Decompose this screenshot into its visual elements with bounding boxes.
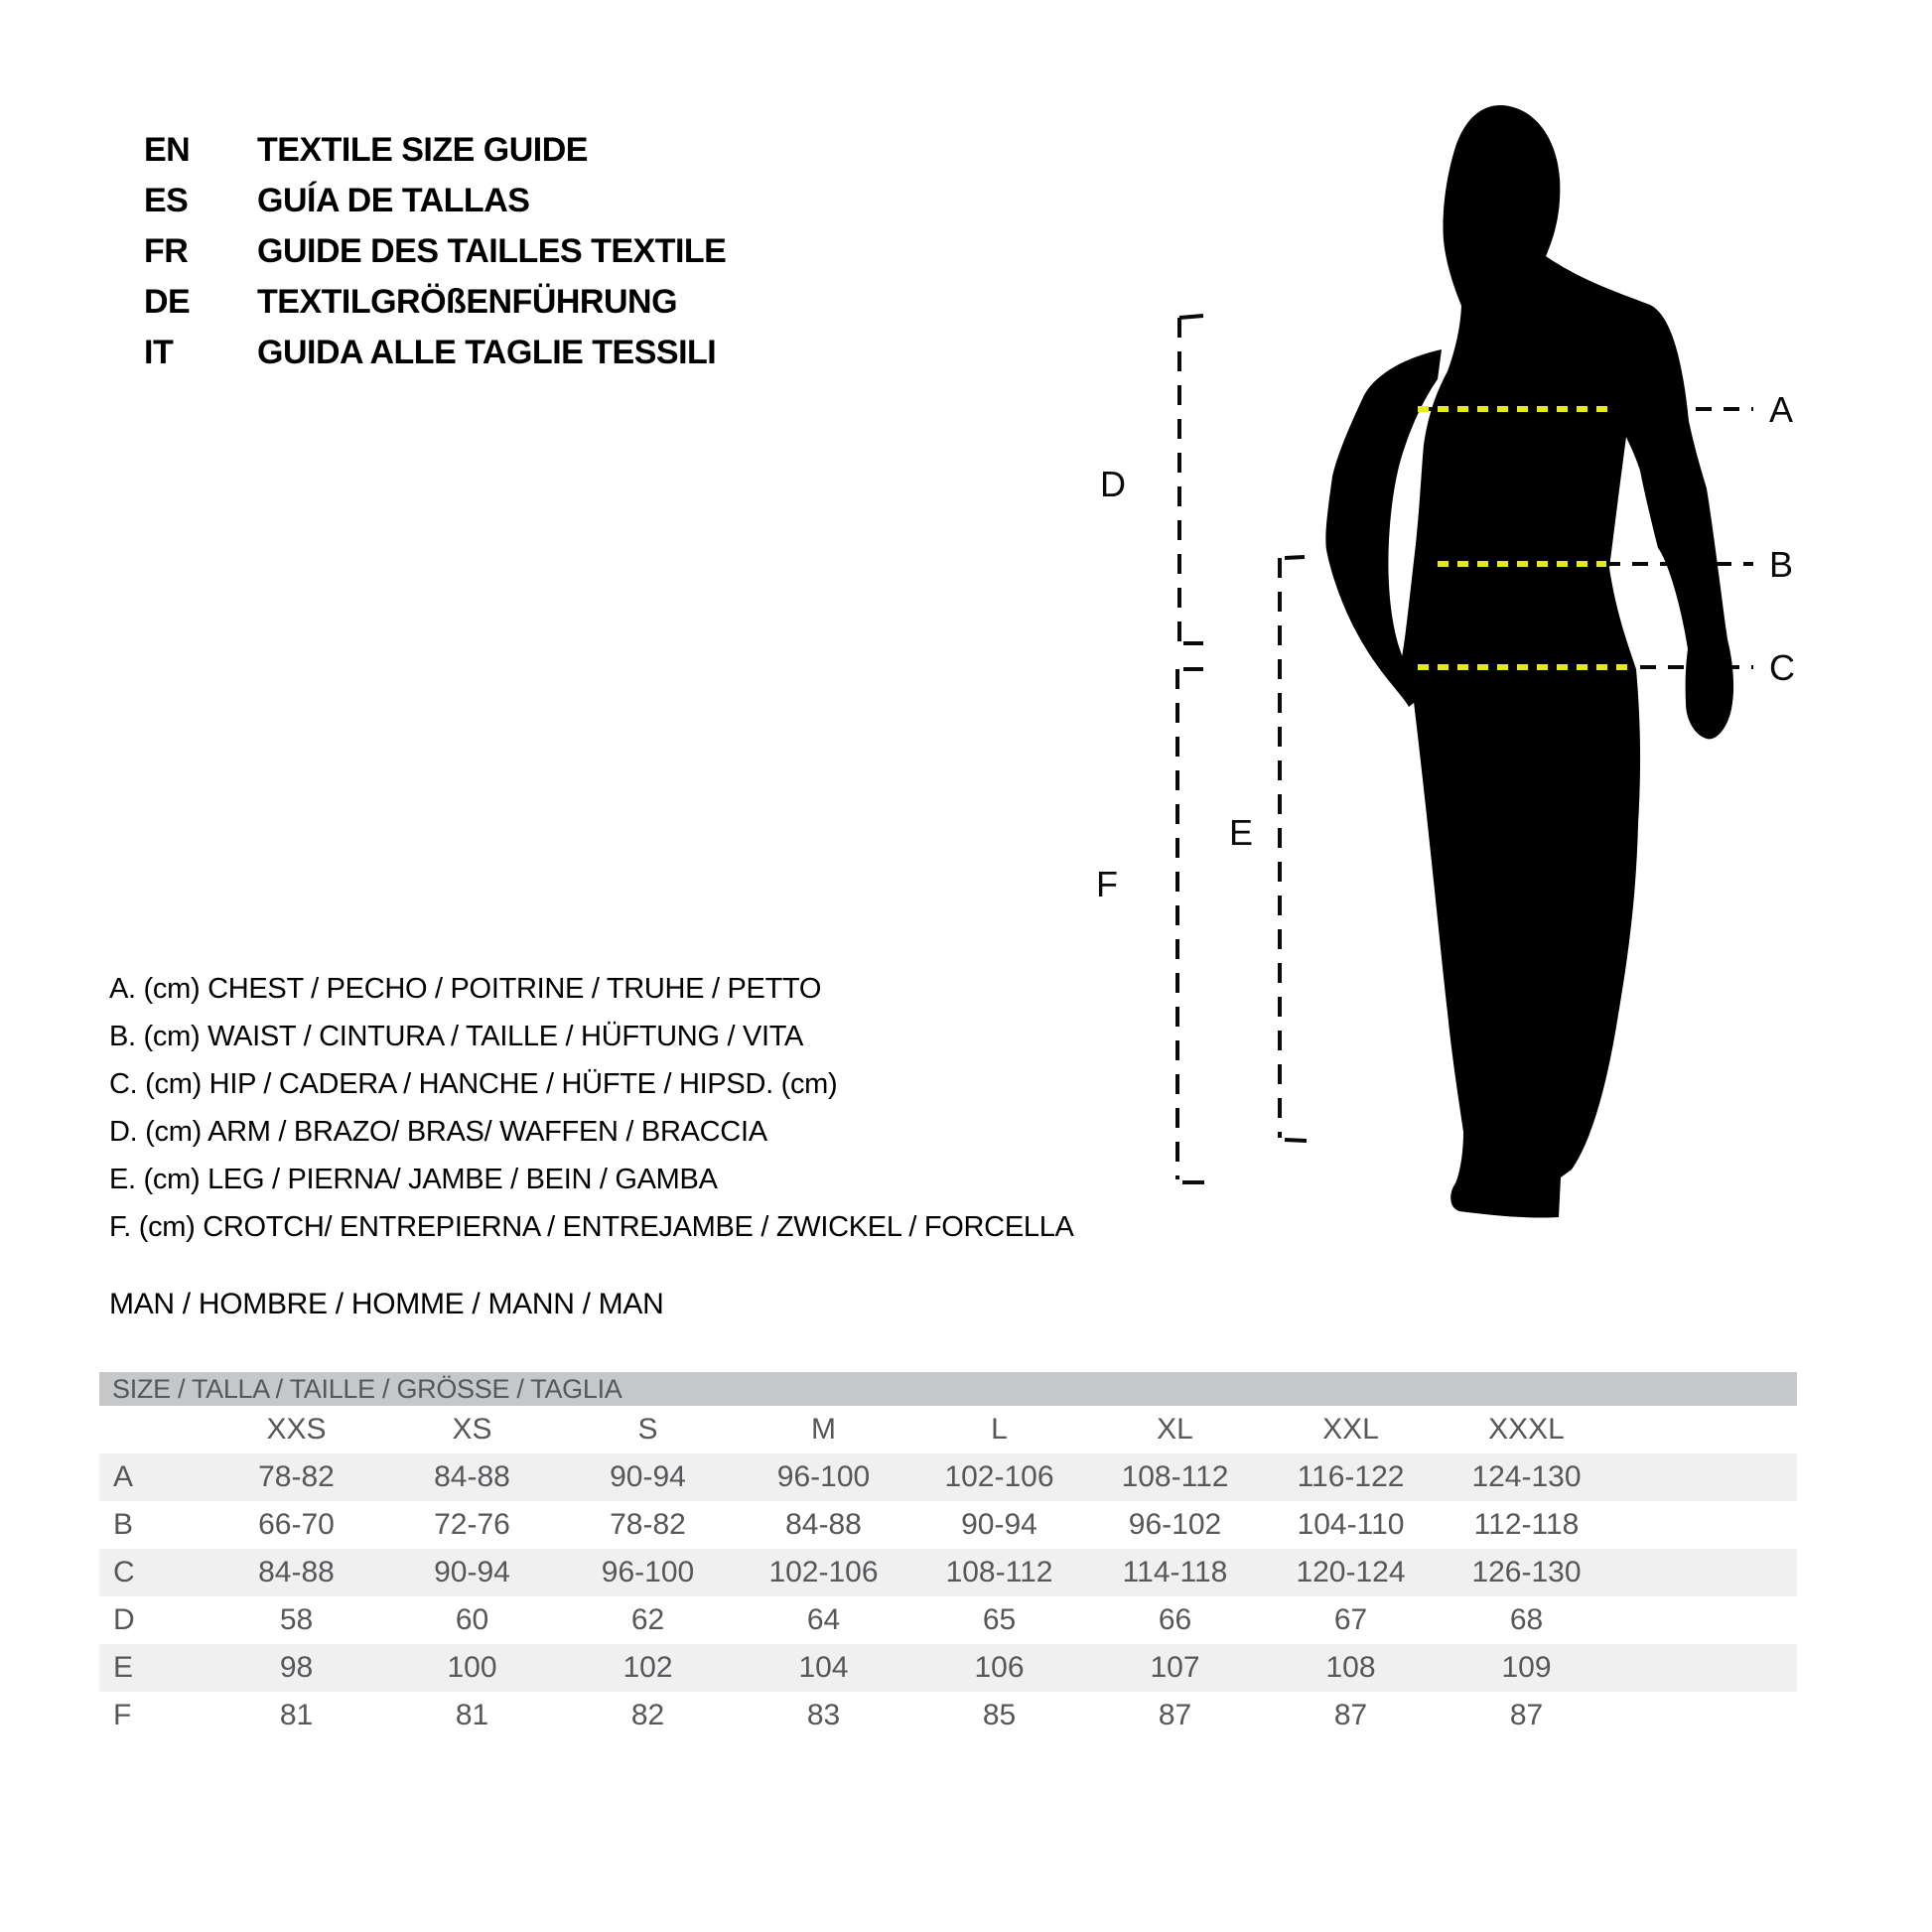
table-cell: 84-88 xyxy=(785,1508,862,1541)
table-cell: 126-130 xyxy=(1471,1556,1582,1588)
table-row-sizes-header xyxy=(99,1406,1797,1453)
table-row-measure-C xyxy=(99,1549,1797,1596)
table-cell: 62 xyxy=(630,1603,665,1636)
table-cell: XXS xyxy=(266,1413,327,1446)
size-table-title-bar: SIZE / TALLA / TAILLE / GRÖSSE / TAGLIA xyxy=(99,1372,1797,1406)
table-cell: 102-106 xyxy=(768,1556,879,1588)
row-label: F xyxy=(113,1699,132,1731)
table-cell: 114-118 xyxy=(1122,1556,1228,1588)
table-cell: 58 xyxy=(279,1603,314,1636)
table-cell: M xyxy=(811,1413,836,1446)
table-cell: 87 xyxy=(1333,1699,1368,1731)
table-cell: 60 xyxy=(455,1603,489,1636)
table-cell: 68 xyxy=(1509,1603,1544,1636)
legend-hip: C. (cm) HIP / CADERA / HANCHE / HÜFTE / HIPSD. (cm) xyxy=(109,1068,838,1100)
table-cell: XXL xyxy=(1322,1413,1379,1446)
table-cell: 102-106 xyxy=(944,1460,1054,1493)
table-cell: 108 xyxy=(1325,1651,1376,1684)
table-cell: 96-102 xyxy=(1128,1508,1222,1541)
legend-waist: B. (cm) WAIST / CINTURA / TAILLE / HÜFTUNG / VITA xyxy=(109,1021,804,1052)
man-body-shape xyxy=(1402,105,1733,1218)
man-silhouette xyxy=(1325,105,1733,1218)
table-cell: 108-112 xyxy=(1121,1460,1229,1493)
table-cell: 82 xyxy=(630,1699,665,1731)
table-cell: 64 xyxy=(806,1603,841,1636)
table-row-measure-B xyxy=(99,1501,1797,1549)
guide-title: GUÍA DE TALLAS xyxy=(257,182,530,219)
table-cell: 98 xyxy=(279,1651,314,1684)
table-cell: 124-130 xyxy=(1471,1460,1582,1493)
figure-label-hip: C xyxy=(1769,647,1795,688)
figure-label-arm: D xyxy=(1100,464,1126,504)
table-cell: 107 xyxy=(1150,1651,1200,1684)
row-label: A xyxy=(113,1460,134,1493)
guide-title: GUIDE DES TAILLES TEXTILE xyxy=(257,232,727,270)
language-code: IT xyxy=(144,334,174,371)
table-cell: 81 xyxy=(279,1699,314,1731)
row-label xyxy=(99,1406,208,1453)
size-table-body xyxy=(99,1406,1797,1739)
table-cell: 102 xyxy=(622,1651,673,1684)
size-table xyxy=(99,1372,1797,1739)
table-cell: 78-82 xyxy=(610,1508,686,1541)
table-cell: 120-124 xyxy=(1296,1556,1406,1588)
table-cell: 72-76 xyxy=(434,1508,510,1541)
table-cell: 109 xyxy=(1501,1651,1552,1684)
table-cell: 85 xyxy=(982,1699,1017,1731)
figure-label-waist: B xyxy=(1769,544,1794,585)
guide-title: TEXTILE SIZE GUIDE xyxy=(257,131,588,169)
table-cell: 87 xyxy=(1509,1699,1544,1731)
arm-line-top-tick xyxy=(1179,316,1203,318)
gender-label: MAN / HOMBRE / HOMME / MANN / MAN xyxy=(109,1288,664,1320)
legend-leg: E. (cm) LEG / PIERNA/ JAMBE / BEIN / GAMBA xyxy=(109,1164,718,1195)
table-cell: 67 xyxy=(1333,1603,1368,1636)
table-cell: 116-122 xyxy=(1297,1460,1405,1493)
table-cell: 108-112 xyxy=(945,1556,1053,1588)
table-cell: 90-94 xyxy=(610,1460,686,1493)
table-cell: 83 xyxy=(806,1699,841,1731)
figure-label-leg: E xyxy=(1229,812,1254,853)
legend-chest: A. (cm) CHEST / PECHO / POITRINE / TRUHE / PETTO xyxy=(109,973,822,1005)
guide-title: GUIDA ALLE TAGLIE TESSILI xyxy=(257,334,717,371)
table-row-measure-F xyxy=(99,1692,1797,1739)
table-cell: 78-82 xyxy=(258,1460,335,1493)
language-code: ES xyxy=(144,182,189,219)
table-row-measure-D xyxy=(99,1596,1797,1644)
table-cell: XXXL xyxy=(1488,1413,1565,1446)
table-cell: XL xyxy=(1157,1413,1193,1446)
language-code: FR xyxy=(144,232,189,270)
table-cell: 104-110 xyxy=(1297,1508,1405,1541)
table-cell: 104 xyxy=(798,1651,849,1684)
table-cell: 106 xyxy=(974,1651,1025,1684)
legend-arm: D. (cm) ARM / BRAZO/ BRAS/ WAFFEN / BRACCIA xyxy=(109,1116,767,1148)
table-cell: 66-70 xyxy=(258,1508,335,1541)
row-label: B xyxy=(113,1508,134,1541)
language-code: EN xyxy=(144,131,191,169)
legend-crotch: F. (cm) CROTCH/ ENTREPIERNA / ENTREJAMBE / ZWICKEL / FORCELLA xyxy=(109,1211,1074,1243)
table-cell: 81 xyxy=(455,1699,489,1731)
row-label: E xyxy=(113,1651,134,1684)
table-cell: L xyxy=(991,1413,1008,1446)
row-label: C xyxy=(113,1556,135,1588)
table-cell: 100 xyxy=(447,1651,497,1684)
row-label: D xyxy=(113,1603,135,1636)
table-cell: 90-94 xyxy=(961,1508,1037,1541)
table-cell: 65 xyxy=(982,1603,1017,1636)
table-cell: XS xyxy=(452,1413,492,1446)
table-cell: 84-88 xyxy=(434,1460,510,1493)
table-cell: 96-100 xyxy=(601,1556,695,1588)
table-cell: 87 xyxy=(1158,1699,1192,1731)
table-cell: S xyxy=(637,1413,658,1446)
leg-line-top-tick xyxy=(1285,557,1305,558)
language-code: DE xyxy=(144,283,191,321)
table-cell: 112-118 xyxy=(1473,1508,1580,1541)
figure-label-chest: A xyxy=(1769,389,1794,430)
guide-title: TEXTILGRÖßENFÜHRUNG xyxy=(257,283,678,321)
table-cell: 84-88 xyxy=(258,1556,335,1588)
table-row-measure-A xyxy=(99,1453,1797,1501)
table-cell: 66 xyxy=(1158,1603,1192,1636)
figure-label-crotch: F xyxy=(1096,864,1118,904)
table-cell: 90-94 xyxy=(434,1556,510,1588)
leg-line-bottom-tick xyxy=(1285,1140,1307,1141)
table-cell: 96-100 xyxy=(776,1460,871,1493)
table-row-measure-E xyxy=(99,1644,1797,1692)
